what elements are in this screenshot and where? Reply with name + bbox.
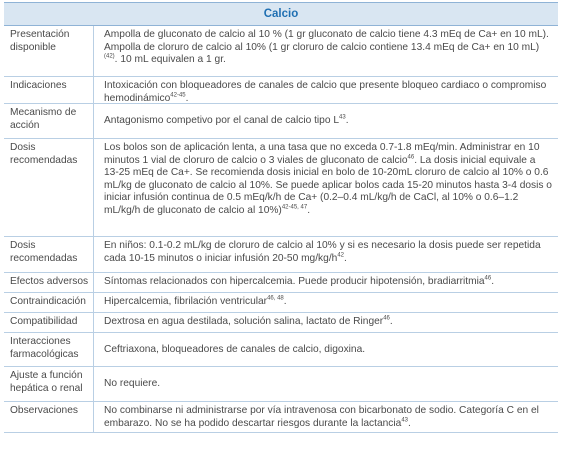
text-run: . [389, 316, 393, 327]
text-run: Los bolos son de aplicación lenta, a una tasa que no exceda 0.7-1.8 mEq/min. Administrar en 10 minutos 1 vial de cloruro de calcio o 3 viales de gluconato de calcio [104, 142, 540, 166]
row-label: Compatibilidad [4, 313, 94, 332]
row-text [104, 316, 552, 329]
row-content [94, 237, 558, 272]
table-row [4, 402, 558, 433]
row-label: Presentación disponible [4, 26, 94, 76]
reference-superscript: 43 [339, 114, 346, 121]
row-content [94, 333, 558, 366]
table-row [4, 77, 558, 104]
row-content [94, 77, 558, 103]
row-content [94, 367, 558, 401]
text-run: . [283, 296, 287, 307]
text-run: En niños: 0.1-0.2 mL/kg de cloruro de calcio al 10% y si es necesario la dosis puede ser repetida cada 10-15 minutos o iniciar infusión 20-50 mg/kg/h [104, 240, 541, 264]
reference-superscript: 46 [407, 154, 415, 161]
text-run: Antagonismo competivo por el canal de calcio tipo L [104, 115, 340, 127]
text-run: Dextrosa en agua destilada, solución salina, lactato de Ringer [104, 316, 384, 327]
text-run: Hipercalcemia, fibrilación ventricular [104, 296, 268, 307]
table-row [4, 293, 558, 313]
text-run: . [345, 115, 349, 127]
row-text [104, 80, 552, 105]
row-text [104, 142, 552, 217]
row-label: Contraindicación [4, 293, 94, 312]
text-run: . [344, 252, 347, 264]
table-header [4, 2, 558, 26]
row-content [94, 313, 558, 332]
drug-table [4, 2, 558, 433]
text-run: Ampolla de gluconato de calcio al 10 % (1 gr gluconato de calcio tiene 4.3 mEq de Ca+ en 10 mL). Ampolla de cloruro de calcio al 10% (1 gr cloruro de calcio contiene 13.4 mEq de Ca+ en 10 mL) [104, 29, 549, 53]
reference-superscript: 42 [337, 252, 345, 259]
text-run: . La dosis inicial equivale a 13-25 mEq de Ca+. Se recomienda dosis inicial en bolo de 10-20mL cloruro de calcio al 10% o 0.6 mL/kg de gluconato de calcio al 10%. Se puede aplicar bolos cada 15-20 minutos hasta 3-4 dosis o iniciar infusión continua de 0.5 mEq/k/h de Ca+ (0.2–0.4 mL/kg/h de CaCl, al 10% o 0.6–1.2 mL/kg/h de gluconato de calcio al 10%) [104, 154, 552, 216]
row-label: Ajuste a función hepática o renal [4, 367, 94, 401]
row-text [104, 378, 160, 391]
table-row [4, 237, 558, 273]
row-text [104, 240, 552, 265]
text-run: . [491, 276, 495, 287]
table-title: Calcio [263, 8, 299, 20]
text-run: No requiere. [104, 378, 161, 390]
row-content [94, 26, 558, 76]
text-run: . [408, 417, 411, 429]
row-label: Mecanismo de acción [4, 104, 94, 138]
row-content [94, 104, 558, 138]
row-content [94, 293, 558, 312]
row-label: Indicaciones [4, 77, 94, 103]
row-label: Interacciones farmacológicas [4, 333, 94, 366]
table-row [4, 273, 558, 293]
row-text [104, 296, 552, 309]
text-run: . [307, 204, 311, 216]
table-row [4, 313, 558, 333]
text-run: Ceftriaxona, bloqueadores de canales de calcio, digoxina. [104, 343, 366, 355]
text-run: . 10 mL equivalen a 1 gr. [114, 54, 226, 65]
reference-superscript: 46, 48 [267, 295, 284, 302]
row-text [104, 405, 552, 430]
text-run: Síntomas relacionados con hipercalcemia. Puede producir hipotensión, bradiarritmia [104, 276, 485, 287]
row-content [94, 273, 558, 292]
reference-superscript: 46 [484, 275, 492, 282]
row-text [104, 344, 365, 357]
row-label: Dosis recomendadas [4, 237, 94, 272]
row-text [104, 29, 552, 67]
reference-superscript: 46 [383, 315, 390, 322]
table-body [4, 26, 558, 433]
row-text [104, 276, 552, 289]
text-run: Intoxicación con bloqueadores de canales de calcio que presente bloqueo cardiaco o compromiso hemodinámico [104, 80, 547, 104]
table-row [4, 139, 558, 237]
row-label: Dosis recomendadas [4, 139, 94, 236]
table-row [4, 367, 558, 402]
table-row [4, 26, 558, 77]
row-label: Observaciones [4, 402, 94, 432]
text-run: . [185, 92, 189, 104]
row-content [94, 402, 558, 432]
reference-superscript: (42) [104, 53, 115, 60]
row-label: Efectos adversos [4, 273, 94, 292]
reference-superscript: 42-45 [170, 92, 186, 99]
reference-superscript: 43 [401, 417, 408, 424]
row-content [94, 139, 558, 236]
table-row [4, 333, 558, 367]
row-text [104, 115, 349, 128]
reference-superscript: 42-45, 47 [281, 204, 308, 211]
text-run: No combinarse ni administrarse por vía intravenosa con bicarbonato de sodio. Categoría C en el embarazo. No se ha podido descartar riesgos durante la lactancia [104, 405, 539, 429]
table-row [4, 104, 558, 139]
